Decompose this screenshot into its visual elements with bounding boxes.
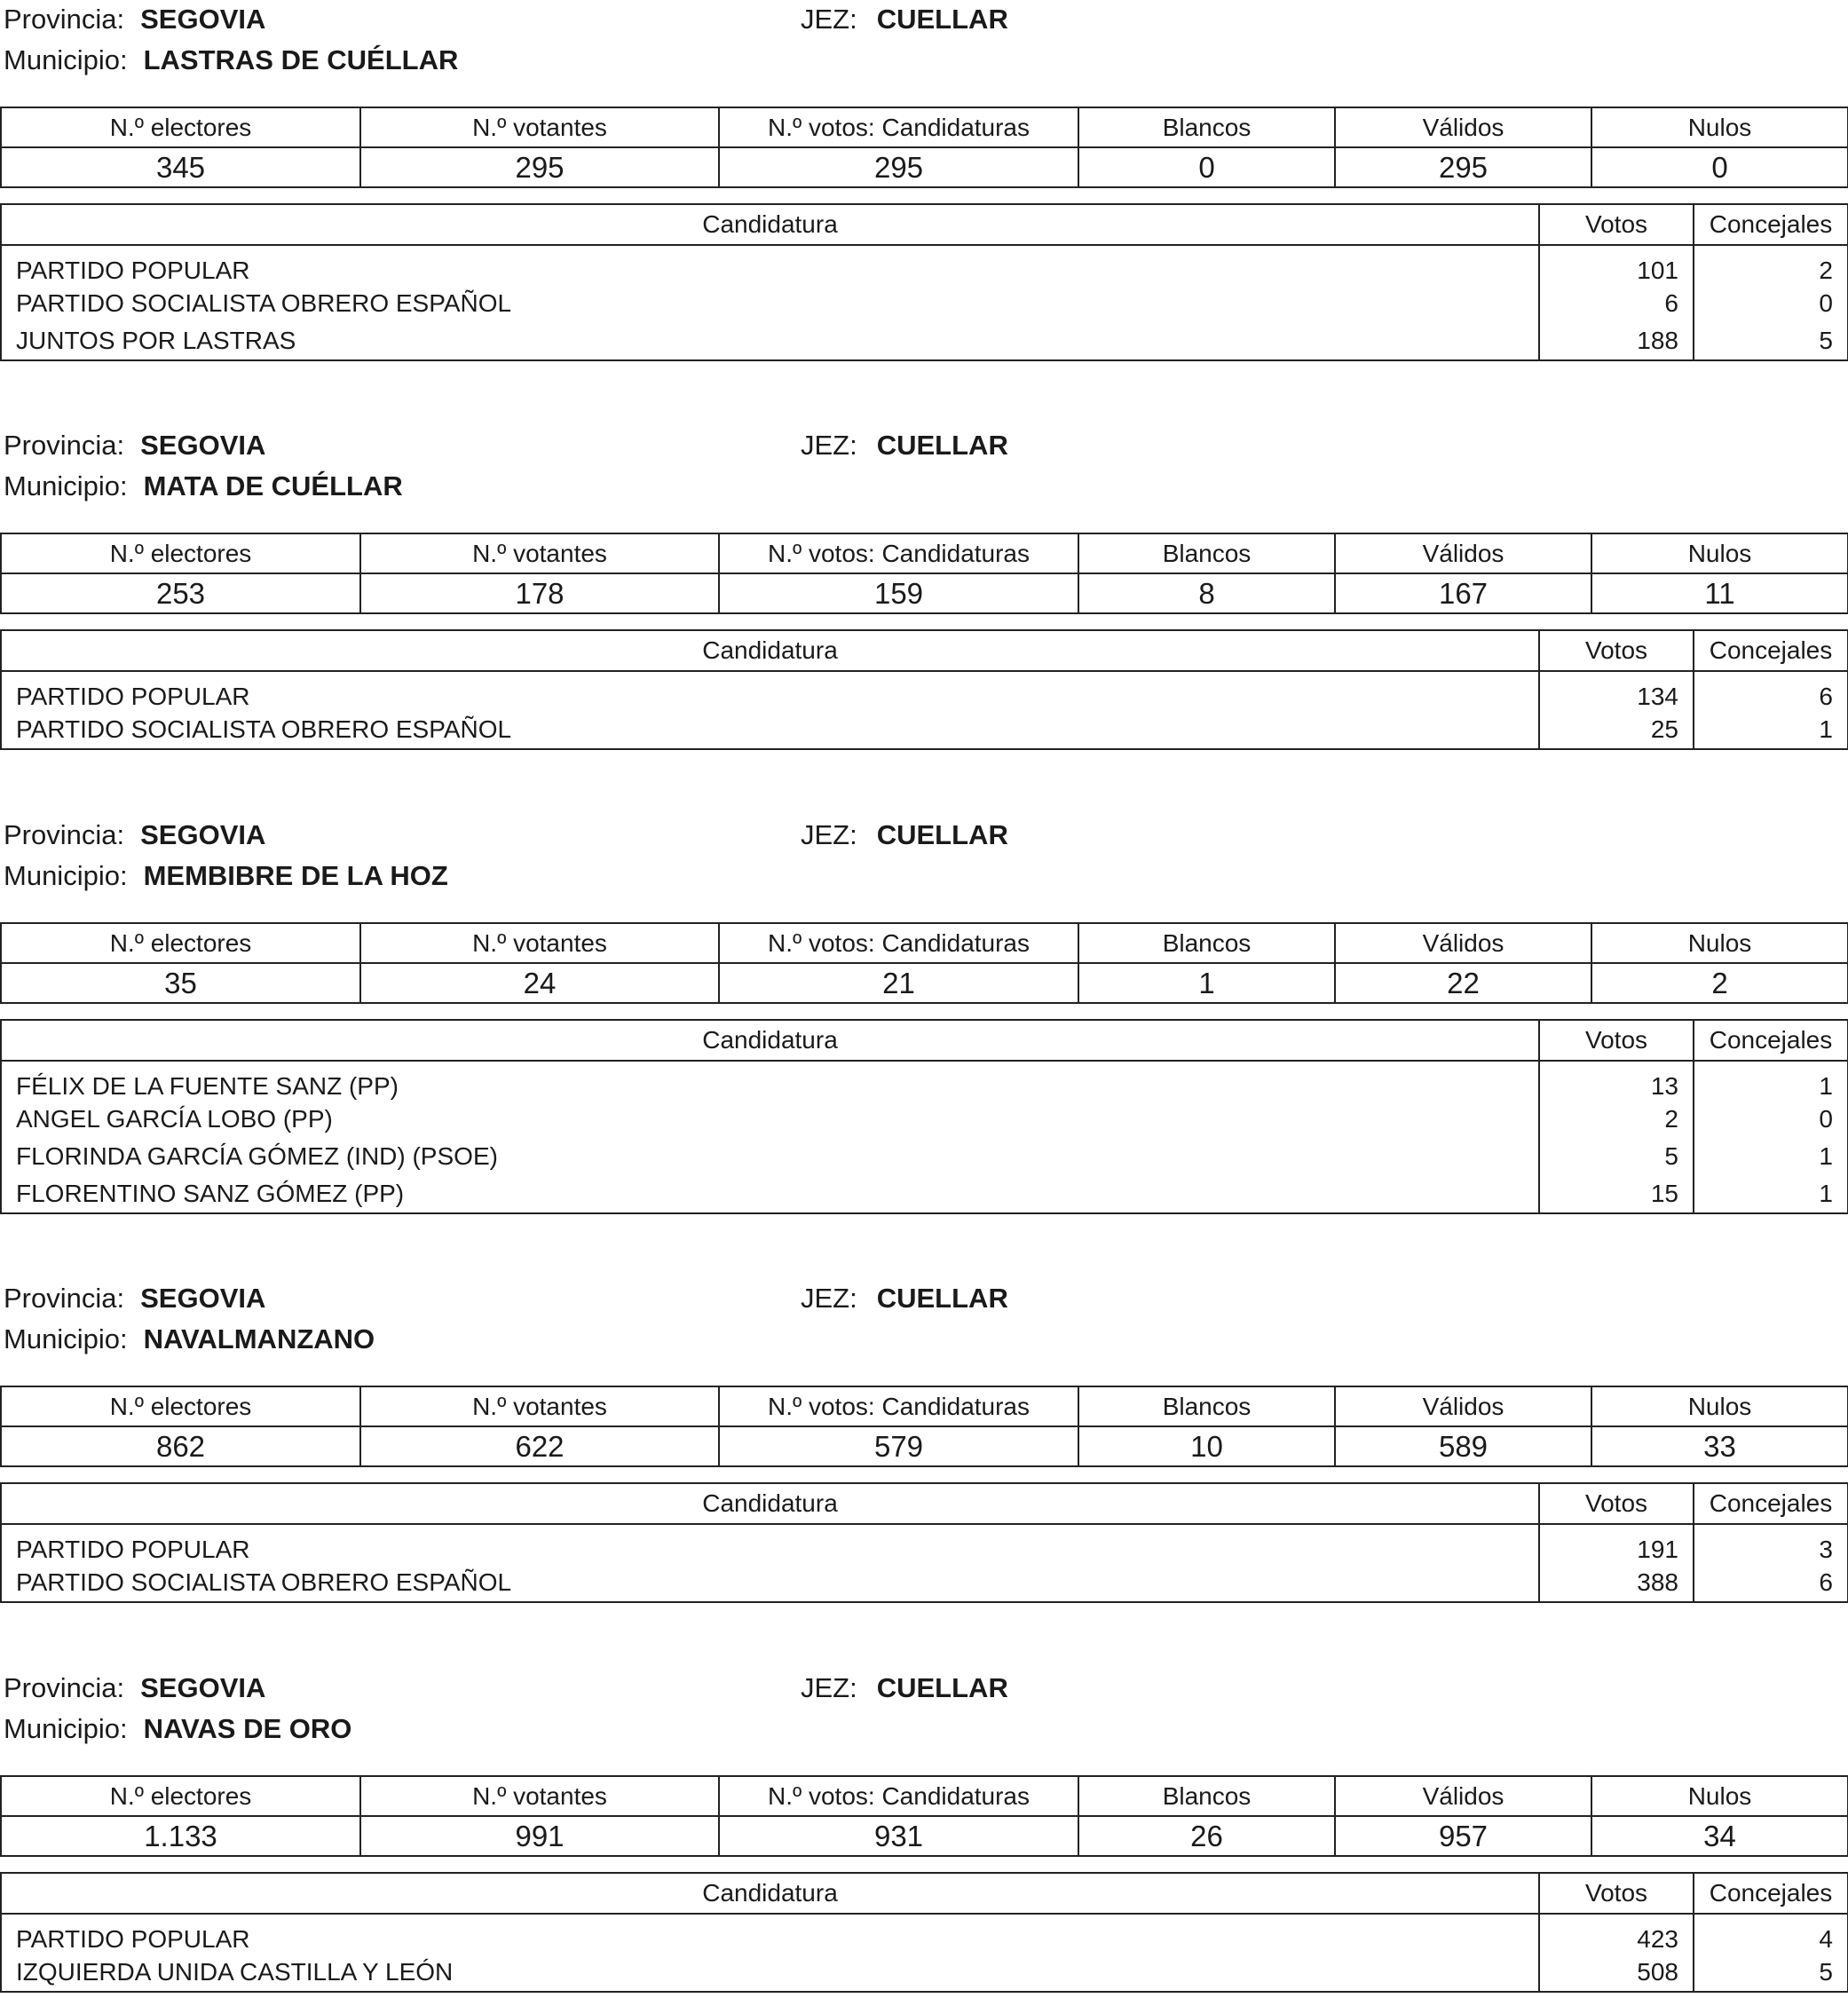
summary-table <box>0 107 1848 188</box>
municipio-value: NAVAS DE ORO <box>143 1713 352 1744</box>
summary-header: Nulos <box>1591 1776 1848 1816</box>
summary-value: 2 <box>1591 963 1848 1003</box>
votos-header: Votos <box>1539 1483 1694 1524</box>
provincia-value: SEGOVIA <box>140 430 266 461</box>
candidatura-concejales: 4 <box>1694 1914 1848 1954</box>
summary-header: Válidos <box>1335 533 1591 573</box>
candidatura-row <box>1 1175 1848 1213</box>
municipio-label: Municipio: <box>4 1713 128 1744</box>
candidatura-concejales: 1 <box>1694 1061 1848 1101</box>
candidatura-row <box>1 1954 1848 1992</box>
summary-value: 295 <box>719 147 1078 187</box>
municipio-value: MATA DE CUÉLLAR <box>143 470 403 501</box>
summary-header: Válidos <box>1335 923 1591 963</box>
candidatura-row <box>1 711 1848 749</box>
candidatura-concejales: 6 <box>1694 1564 1848 1602</box>
municipio-value: MEMBIBRE DE LA HOZ <box>143 860 448 891</box>
summary-value: 33 <box>1591 1426 1848 1466</box>
summary-table <box>0 1775 1848 1857</box>
candidatura-row <box>1 1564 1848 1602</box>
summary-value: 8 <box>1078 573 1335 613</box>
municipio-label: Municipio: <box>4 44 128 75</box>
summary-header: N.º votos: Candidaturas <box>719 923 1078 963</box>
summary-header: Blancos <box>1078 923 1335 963</box>
summary-header-row <box>1 533 1848 573</box>
summary-value: 345 <box>1 147 360 187</box>
summary-value: 34 <box>1591 1816 1848 1856</box>
candidatura-votos: 188 <box>1539 322 1694 360</box>
votos-header: Votos <box>1539 1873 1694 1914</box>
summary-value-row <box>1 573 1848 613</box>
jez-value: CUELLAR <box>876 430 1008 461</box>
candidatura-concejales: 2 <box>1694 245 1848 285</box>
summary-value-row <box>1 1816 1848 1856</box>
votos-header: Votos <box>1539 1020 1694 1061</box>
summary-header: Blancos <box>1078 1776 1335 1816</box>
summary-value: 159 <box>719 573 1078 613</box>
summary-table <box>0 1386 1848 1467</box>
summary-header: N.º electores <box>1 107 360 147</box>
candidatura-votos: 15 <box>1539 1175 1694 1213</box>
provincia-label: Provincia: <box>4 430 125 461</box>
candidatura-concejales: 1 <box>1694 711 1848 749</box>
candidatura-votos: 423 <box>1539 1914 1694 1954</box>
summary-value: 579 <box>719 1426 1078 1466</box>
summary-header: Válidos <box>1335 1776 1591 1816</box>
candidatura-name: PARTIDO POPULAR <box>1 245 1539 285</box>
summary-header: Válidos <box>1335 107 1591 147</box>
municipio-label: Municipio: <box>4 1323 128 1354</box>
summary-header: N.º votantes <box>360 533 719 573</box>
summary-value: 295 <box>360 147 719 187</box>
provincia-label: Provincia: <box>4 4 125 35</box>
candidatura-name: FÉLIX DE LA FUENTE SANZ (PP) <box>1 1061 1539 1101</box>
candidaturas-table <box>0 1872 1848 1993</box>
jez-label: JEZ: <box>801 1672 857 1703</box>
municipio-block <box>0 1669 1848 1993</box>
concejales-header: Concejales <box>1694 630 1848 671</box>
summary-header-row <box>1 107 1848 147</box>
candidatura-header: Candidatura <box>1 1020 1539 1061</box>
summary-value: 622 <box>360 1426 719 1466</box>
summary-header: Válidos <box>1335 1386 1591 1426</box>
summary-value: 931 <box>719 1816 1078 1856</box>
jez-value: CUELLAR <box>876 4 1008 35</box>
votos-header: Votos <box>1539 630 1694 671</box>
summary-value: 178 <box>360 573 719 613</box>
candidatura-votos: 388 <box>1539 1564 1694 1602</box>
candidatura-concejales: 1 <box>1694 1138 1848 1175</box>
summary-value: 0 <box>1078 147 1335 187</box>
candidatura-row <box>1 1914 1848 1954</box>
summary-value: 24 <box>360 963 719 1003</box>
municipio-block <box>0 816 1848 1214</box>
candidatura-name: PARTIDO POPULAR <box>1 1524 1539 1564</box>
summary-value: 167 <box>1335 573 1591 613</box>
provincia-value: SEGOVIA <box>140 4 266 35</box>
provincia-label: Provincia: <box>4 1672 125 1703</box>
candidatura-row <box>1 1138 1848 1175</box>
candidatura-votos: 6 <box>1539 285 1694 322</box>
candidatura-concejales: 6 <box>1694 671 1848 711</box>
concejales-header: Concejales <box>1694 1873 1848 1914</box>
municipio-block <box>0 426 1848 750</box>
candidatura-votos: 25 <box>1539 711 1694 749</box>
summary-header-row <box>1 1386 1848 1426</box>
summary-header: N.º votos: Candidaturas <box>719 1776 1078 1816</box>
jez-value: CUELLAR <box>876 1283 1008 1314</box>
summary-value: 1 <box>1078 963 1335 1003</box>
candidaturas-header-row <box>1 1483 1848 1524</box>
provincia-label: Provincia: <box>4 1283 125 1314</box>
summary-value: 26 <box>1078 1816 1335 1856</box>
summary-value: 0 <box>1591 147 1848 187</box>
summary-header: Nulos <box>1591 1386 1848 1426</box>
candidatura-concejales: 3 <box>1694 1524 1848 1564</box>
summary-header: N.º electores <box>1 533 360 573</box>
candidatura-row <box>1 1524 1848 1564</box>
candidatura-name: FLORINDA GARCÍA GÓMEZ (IND) (PSOE) <box>1 1138 1539 1175</box>
summary-value: 11 <box>1591 573 1848 613</box>
candidatura-name: PARTIDO POPULAR <box>1 1914 1539 1954</box>
municipio-label: Municipio: <box>4 860 128 891</box>
summary-header: N.º votantes <box>360 1386 719 1426</box>
candidatura-header: Candidatura <box>1 630 1539 671</box>
candidatura-row <box>1 245 1848 285</box>
summary-header: N.º votantes <box>360 923 719 963</box>
summary-value: 22 <box>1335 963 1591 1003</box>
summary-header: N.º votos: Candidaturas <box>719 107 1078 147</box>
concejales-header: Concejales <box>1694 204 1848 245</box>
jez-value: CUELLAR <box>876 1672 1008 1703</box>
candidaturas-table <box>0 1019 1848 1214</box>
summary-value-row <box>1 147 1848 187</box>
candidatura-name: ANGEL GARCÍA LOBO (PP) <box>1 1101 1539 1138</box>
summary-header: Nulos <box>1591 923 1848 963</box>
summary-header: N.º electores <box>1 1776 360 1816</box>
candidatura-header: Candidatura <box>1 1873 1539 1914</box>
candidaturas-table <box>0 203 1848 361</box>
candidatura-row <box>1 322 1848 360</box>
summary-header: Nulos <box>1591 533 1848 573</box>
candidatura-concejales: 0 <box>1694 285 1848 322</box>
municipio-value: LASTRAS DE CUÉLLAR <box>143 44 459 75</box>
municipio-value: NAVALMANZANO <box>143 1323 375 1354</box>
candidaturas-table <box>0 1482 1848 1603</box>
summary-header: N.º votos: Candidaturas <box>719 1386 1078 1426</box>
candidatura-header: Candidatura <box>1 204 1539 245</box>
jez-label: JEZ: <box>801 1283 857 1314</box>
summary-header: N.º electores <box>1 1386 360 1426</box>
summary-header: Blancos <box>1078 1386 1335 1426</box>
municipio-block <box>0 0 1848 361</box>
candidatura-votos: 101 <box>1539 245 1694 285</box>
summary-header: Nulos <box>1591 107 1848 147</box>
summary-value: 21 <box>719 963 1078 1003</box>
candidatura-header: Candidatura <box>1 1483 1539 1524</box>
candidatura-name: IZQUIERDA UNIDA CASTILLA Y LEÓN <box>1 1954 1539 1992</box>
candidatura-votos: 13 <box>1539 1061 1694 1101</box>
summary-header: Blancos <box>1078 533 1335 573</box>
summary-value: 35 <box>1 963 360 1003</box>
candidaturas-header-row <box>1 630 1848 671</box>
candidatura-concejales: 1 <box>1694 1175 1848 1213</box>
candidatura-votos: 5 <box>1539 1138 1694 1175</box>
jez-value: CUELLAR <box>876 819 1008 850</box>
summary-header: N.º electores <box>1 923 360 963</box>
candidatura-name: PARTIDO SOCIALISTA OBRERO ESPAÑOL <box>1 711 1539 749</box>
provincia-label: Provincia: <box>4 819 125 850</box>
summary-value: 1.133 <box>1 1816 360 1856</box>
summary-value: 991 <box>360 1816 719 1856</box>
municipio-label: Municipio: <box>4 470 128 501</box>
summary-header: N.º votantes <box>360 1776 719 1816</box>
candidatura-votos: 191 <box>1539 1524 1694 1564</box>
municipio-block <box>0 1279 1848 1603</box>
summary-value: 957 <box>1335 1816 1591 1856</box>
summary-header-row <box>1 1776 1848 1816</box>
jez-label: JEZ: <box>801 819 857 850</box>
summary-value: 862 <box>1 1426 360 1466</box>
candidatura-concejales: 5 <box>1694 1954 1848 1992</box>
municipio-header <box>0 1279 1848 1364</box>
concejales-header: Concejales <box>1694 1020 1848 1061</box>
candidatura-name: PARTIDO SOCIALISTA OBRERO ESPAÑOL <box>1 285 1539 322</box>
summary-value: 10 <box>1078 1426 1335 1466</box>
candidaturas-header-row <box>1 204 1848 245</box>
candidatura-row <box>1 285 1848 322</box>
summary-table <box>0 533 1848 614</box>
provincia-value: SEGOVIA <box>140 1672 266 1703</box>
candidatura-name: FLORENTINO SANZ GÓMEZ (PP) <box>1 1175 1539 1213</box>
candidatura-name: PARTIDO POPULAR <box>1 671 1539 711</box>
votos-header: Votos <box>1539 204 1694 245</box>
candidatura-name: JUNTOS POR LASTRAS <box>1 322 1539 360</box>
jez-label: JEZ: <box>801 430 857 461</box>
summary-value-row <box>1 963 1848 1003</box>
candidaturas-table <box>0 629 1848 750</box>
candidaturas-header-row <box>1 1020 1848 1061</box>
summary-value: 589 <box>1335 1426 1591 1466</box>
summary-header: N.º votantes <box>360 107 719 147</box>
provincia-value: SEGOVIA <box>140 1283 266 1314</box>
candidatura-votos: 134 <box>1539 671 1694 711</box>
candidaturas-header-row <box>1 1873 1848 1914</box>
summary-header-row <box>1 923 1848 963</box>
provincia-value: SEGOVIA <box>140 819 266 850</box>
candidatura-votos: 2 <box>1539 1101 1694 1138</box>
summary-value: 253 <box>1 573 360 613</box>
summary-value-row <box>1 1426 1848 1466</box>
candidatura-votos: 508 <box>1539 1954 1694 1992</box>
summary-header: Blancos <box>1078 107 1335 147</box>
municipio-header <box>0 0 1848 85</box>
candidatura-concejales: 5 <box>1694 322 1848 360</box>
candidatura-concejales: 0 <box>1694 1101 1848 1138</box>
candidatura-row <box>1 1101 1848 1138</box>
concejales-header: Concejales <box>1694 1483 1848 1524</box>
candidatura-row <box>1 1061 1848 1101</box>
jez-label: JEZ: <box>801 4 857 35</box>
summary-value: 295 <box>1335 147 1591 187</box>
summary-header: N.º votos: Candidaturas <box>719 533 1078 573</box>
municipio-header <box>0 1669 1848 1754</box>
candidatura-name: PARTIDO SOCIALISTA OBRERO ESPAÑOL <box>1 1564 1539 1602</box>
municipio-header <box>0 426 1848 511</box>
summary-table <box>0 922 1848 1004</box>
candidatura-row <box>1 671 1848 711</box>
municipio-header <box>0 816 1848 901</box>
